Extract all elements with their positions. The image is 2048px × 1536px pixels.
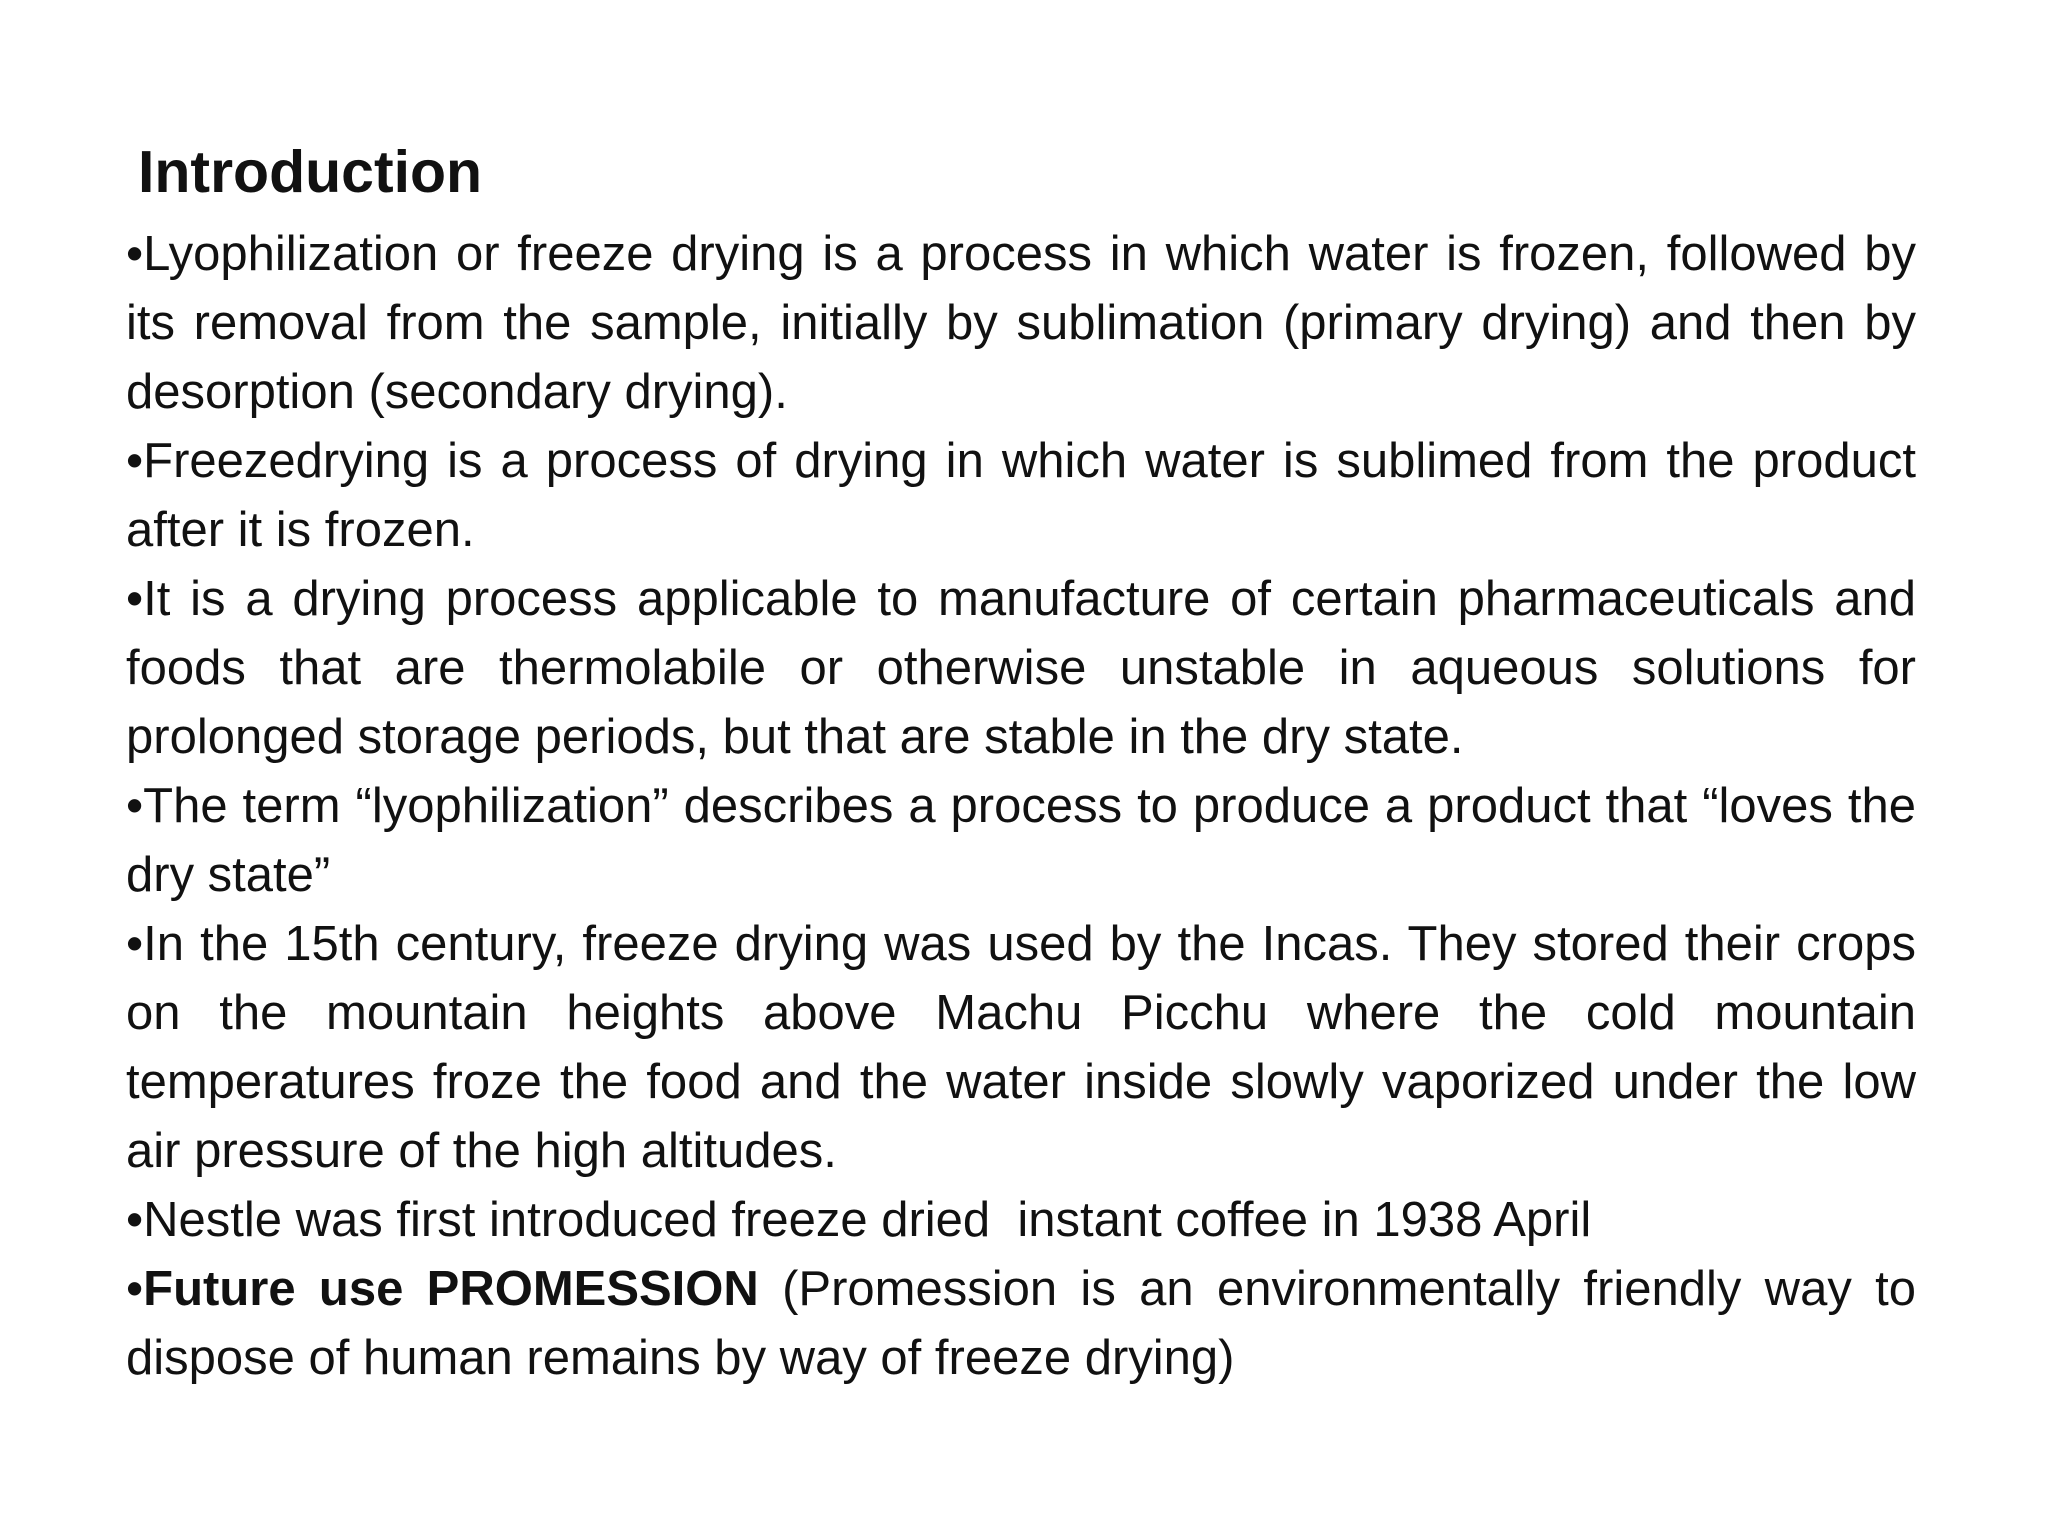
bullet-text: Freezedrying is a process of drying in which water is sublimed from the product after it is frozen. — [126, 434, 1916, 557]
bullet-item — [126, 565, 1916, 772]
bullet-item-promession — [126, 1255, 1930, 1393]
bullet-list — [126, 220, 1930, 1393]
bullet-item — [126, 220, 1916, 427]
bullet-bold-text: Future use PROMESSION — [143, 1262, 759, 1316]
bullet-text: The term “lyophilization” describes a process to produce a product that “loves the dry state” — [126, 779, 1916, 902]
bullet-item — [126, 772, 1916, 910]
bullet-text: Lyophilization or freeze drying is a process in which water is frozen, followed by its removal from the sample, initially by sublimation (primary drying) and then by desorption (secondary drying). — [126, 227, 1916, 419]
bullet-text: (Promession is an environmentally friendly way to dispose of human remains by way of freeze drying) — [126, 1262, 1930, 1385]
bullet-marker: • — [126, 434, 144, 488]
bullet-marker: • — [126, 572, 144, 626]
slide-title: Introduction — [138, 139, 483, 205]
bullet-item — [126, 427, 1916, 565]
bullet-marker: • — [126, 227, 144, 281]
bullet-marker: • — [126, 1262, 144, 1316]
bullet-marker: • — [126, 779, 144, 833]
bullet-text: Nestle was first introduced freeze dried instant coffee in 1938 April — [143, 1193, 1592, 1247]
bullet-marker: • — [126, 1193, 144, 1247]
bullet-text: In the 15th century, freeze drying was used by the Incas. They stored their crops on the mountain heights above Machu Picchu where the cold mountain temperatures froze the food and the water inside slowly vaporized under the low air pressure of the high altitudes. — [126, 917, 1916, 1178]
bullet-item — [126, 1186, 1916, 1255]
bullet-text: It is a drying process applicable to manufacture of certain pharmaceuticals and foods that are thermolabile or otherwise unstable in aqueous solutions for prolonged storage periods, but that are stable in the dry state. — [126, 572, 1916, 764]
bullet-marker: • — [126, 917, 144, 971]
bullet-item — [126, 910, 1916, 1186]
